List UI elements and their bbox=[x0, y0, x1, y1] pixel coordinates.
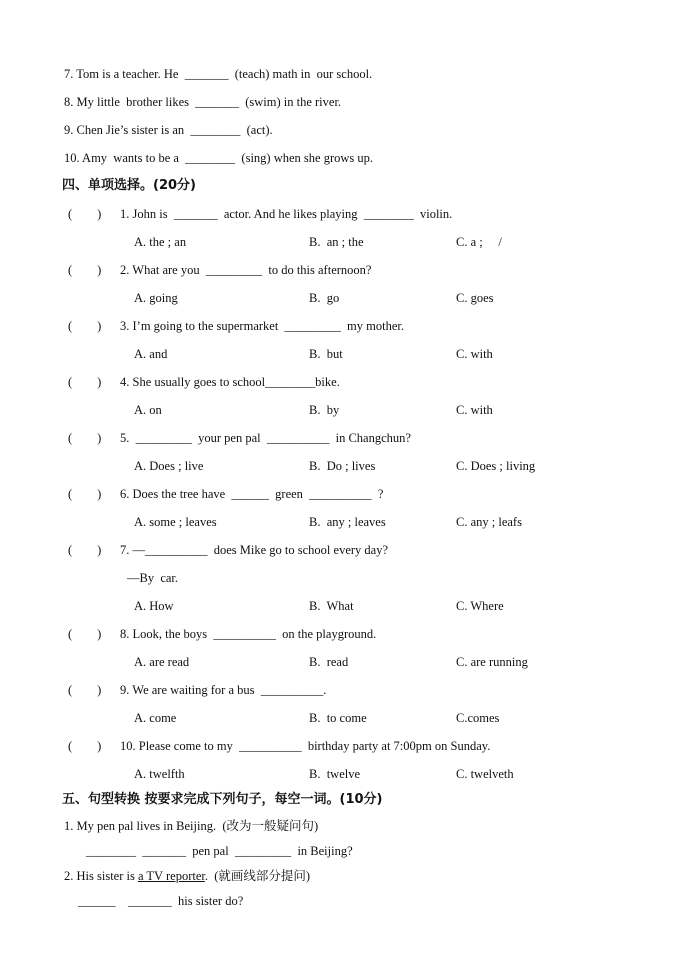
fill-item-9: 9. Chen Jie’s sister is an ________ (act). bbox=[64, 123, 273, 137]
option-a: A. and bbox=[134, 347, 168, 361]
option-c: C. are running bbox=[456, 655, 528, 669]
transform-q1: 1. My pen pal lives in Beijing. (改为一般疑问句) bbox=[64, 819, 319, 833]
option-c: C.comes bbox=[456, 711, 500, 725]
question-stem: 9. We are waiting for a bus __________. bbox=[120, 683, 327, 697]
transform-q2-prefix: 2. His sister is bbox=[64, 869, 138, 883]
option-c: C. goes bbox=[456, 291, 494, 305]
question-stem: 8. Look, the boys __________ on the playground. bbox=[120, 627, 377, 641]
option-a: A. Does ; live bbox=[134, 459, 204, 473]
option-a: A. the ; an bbox=[134, 235, 187, 249]
answer-paren: ( ) bbox=[68, 683, 102, 697]
option-b: B. Do ; lives bbox=[309, 459, 376, 473]
answer-paren: ( ) bbox=[68, 431, 102, 445]
question-stem: 1. John is _______ actor. And he likes playing ________ violin. bbox=[120, 207, 453, 221]
fill-item-8: 8. My little brother likes _______ (swim) in the river. bbox=[64, 95, 342, 109]
option-c: C. a ; / bbox=[456, 235, 502, 249]
question-stem: 7. —__________ does Mike go to school every day? bbox=[120, 543, 389, 557]
question-stem-reply: —By car. bbox=[127, 571, 179, 585]
answer-paren: ( ) bbox=[68, 487, 102, 501]
option-a: A. going bbox=[134, 291, 178, 305]
option-b: B. go bbox=[309, 291, 340, 305]
transform-q1-blanks: ________ _______ pen pal _________ in Beijing? bbox=[86, 844, 353, 858]
option-c: C. twelveth bbox=[456, 767, 514, 781]
question-stem: 6. Does the tree have ______ green __________ ? bbox=[120, 487, 384, 501]
option-b: B. any ; leaves bbox=[309, 515, 386, 529]
answer-paren: ( ) bbox=[68, 207, 102, 221]
option-b: B. to come bbox=[309, 711, 367, 725]
transform-q2-blanks: ______ _______ his sister do? bbox=[78, 894, 244, 908]
answer-paren: ( ) bbox=[68, 319, 102, 333]
section5-title: 五、句型转换 按要求完成下列句子，每空一词。(10分) bbox=[62, 792, 383, 807]
option-b: B. twelve bbox=[309, 767, 361, 781]
option-a: A. some ; leaves bbox=[134, 515, 217, 529]
transform-q2-suffix: . (就画线部分提问) bbox=[204, 869, 311, 883]
option-a: A. come bbox=[134, 711, 177, 725]
underlined-phrase: a TV reporter bbox=[137, 869, 205, 883]
question-stem: 10. Please come to my __________ birthday party at 7:00pm on Sunday. bbox=[120, 739, 491, 753]
option-b: B. by bbox=[309, 403, 340, 417]
option-b: B. an ; the bbox=[309, 235, 364, 249]
fill-item-7: 7. Tom is a teacher. He _______ (teach) math in our school. bbox=[64, 67, 373, 81]
answer-paren: ( ) bbox=[68, 375, 102, 389]
fill-item-10: 10. Amy wants to be a ________ (sing) when she grows up. bbox=[64, 151, 373, 165]
option-c: C. with bbox=[456, 347, 493, 361]
answer-paren: ( ) bbox=[68, 739, 102, 753]
transform-q2 bbox=[64, 868, 310, 884]
answer-paren: ( ) bbox=[68, 263, 102, 277]
option-a: A. How bbox=[134, 599, 174, 613]
answer-paren: ( ) bbox=[68, 543, 102, 557]
option-a: A. twelfth bbox=[134, 767, 185, 781]
option-b: B. read bbox=[309, 655, 349, 669]
option-a: A. on bbox=[134, 403, 162, 417]
option-c: C. any ; leafs bbox=[456, 515, 522, 529]
option-b: B. but bbox=[309, 347, 343, 361]
question-stem: 5. _________ your pen pal __________ in Changchun? bbox=[120, 431, 411, 445]
question-stem: 2. What are you _________ to do this afternoon? bbox=[120, 263, 372, 277]
option-c: C. Where bbox=[456, 599, 504, 613]
option-c: C. with bbox=[456, 403, 493, 417]
section4-title: 四、单项选择。(20分) bbox=[62, 178, 196, 193]
option-c: C. Does ; living bbox=[456, 459, 536, 473]
option-b: B. What bbox=[309, 599, 354, 613]
question-stem: 3. I’m going to the supermarket _________ my mother. bbox=[120, 319, 404, 333]
option-a: A. are read bbox=[134, 655, 190, 669]
question-stem: 4. She usually goes to school________bike. bbox=[120, 375, 340, 389]
answer-paren: ( ) bbox=[68, 627, 102, 641]
